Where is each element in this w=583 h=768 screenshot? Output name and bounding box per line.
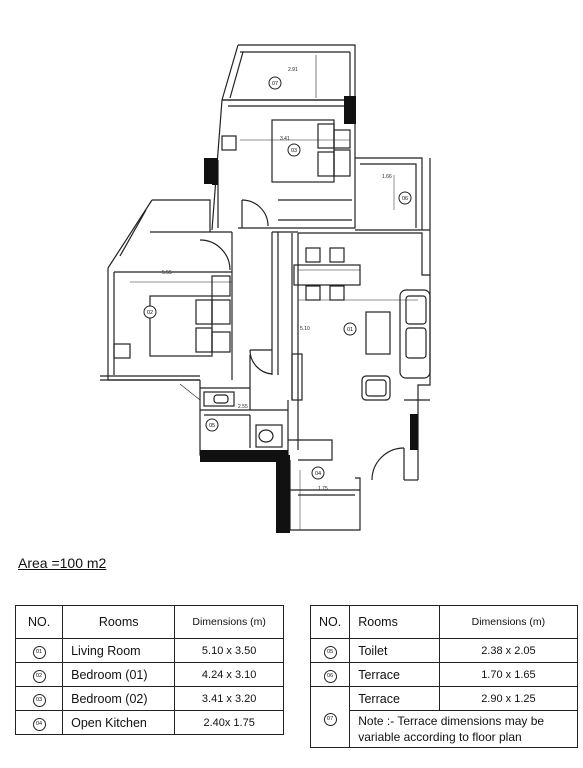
room-name: Terrace <box>350 663 440 687</box>
header-rooms: Rooms <box>63 606 175 639</box>
room-number-badge: 03 <box>33 694 46 707</box>
header-rooms: Rooms <box>350 606 440 639</box>
room-number-badge: 01 <box>33 646 46 659</box>
room-badge-02 <box>144 306 156 318</box>
header-no: NO. <box>311 606 350 639</box>
room-dimensions: 1.70 x 1.65 <box>439 663 577 687</box>
table-row <box>16 687 284 711</box>
room-badge-03 <box>288 144 300 156</box>
room-dimensions: 3.41 x 3.20 <box>175 687 284 711</box>
svg-text:02: 02 <box>146 310 154 316</box>
rooms-table-right <box>310 605 578 748</box>
svg-text:03: 03 <box>290 148 298 154</box>
table-row <box>16 663 284 687</box>
living-room-walls <box>292 233 430 480</box>
table-header-row <box>16 606 284 639</box>
dimension-label: 3.41 <box>280 136 290 142</box>
room-name: Open Kitchen <box>63 711 175 735</box>
room-dimensions: 2.38 x 2.05 <box>439 639 577 663</box>
kitchen-04-walls <box>288 440 360 530</box>
terrace-06-walls <box>355 158 430 275</box>
room-dimensions: 4.24 x 3.10 <box>175 663 284 687</box>
structural-columns <box>200 96 418 533</box>
room-badge-06 <box>399 192 411 204</box>
dimension-label: 1.75 <box>318 486 328 492</box>
room-name: Bedroom (02) <box>63 687 175 711</box>
room-number-badge: 02 <box>33 670 46 683</box>
table-row <box>16 711 284 735</box>
header-dimensions: Dimensions (m) <box>439 606 577 639</box>
area-label: Area =100 m2 <box>18 555 107 571</box>
room-badge-07 <box>269 77 281 89</box>
table-row <box>311 687 578 711</box>
svg-text:06: 06 <box>401 196 409 202</box>
room-name: Terrace <box>350 687 440 711</box>
room-name: Living Room <box>63 639 175 663</box>
room-dimensions: 2.40x 1.75 <box>175 711 284 735</box>
svg-text:01: 01 <box>346 327 354 333</box>
dimension-label: 5.55 <box>162 270 172 276</box>
svg-text:07: 07 <box>271 81 279 87</box>
svg-text:05: 05 <box>208 423 216 429</box>
svg-text:04: 04 <box>314 471 322 477</box>
table-row <box>16 639 284 663</box>
table-row <box>311 663 578 687</box>
room-name: Toilet <box>350 639 440 663</box>
room-dimensions: 2.90 x 1.25 <box>439 687 577 711</box>
room-number-badge: 04 <box>33 718 46 731</box>
dimension-label: 2.91 <box>288 67 298 73</box>
header-dimensions: Dimensions (m) <box>175 606 284 639</box>
rooms-table-left <box>15 605 284 735</box>
dimension-label: 5.10 <box>300 326 310 332</box>
room-dimensions: 5.10 x 3.50 <box>175 639 284 663</box>
bedroom-03-walls <box>212 100 355 230</box>
terrace-note: Note :- Terrace dimensions may be variable according to floor plan <box>350 711 578 748</box>
dimension-label: 1.66 <box>382 174 392 180</box>
corridor-walls <box>250 232 298 375</box>
room-badge-01 <box>344 323 356 335</box>
room-number-badge: 05 <box>324 646 337 659</box>
table-row <box>311 711 578 748</box>
room-number-badge: 07 <box>324 713 337 726</box>
dimension-label: 2.55 <box>238 404 248 410</box>
room-number-badge: 06 <box>324 670 337 683</box>
room-badge-05 <box>206 419 218 431</box>
table-row <box>311 639 578 663</box>
room-name: Bedroom (01) <box>63 663 175 687</box>
room-badge-04 <box>312 467 324 479</box>
header-no: NO. <box>16 606 63 639</box>
table-header-row <box>311 606 578 639</box>
